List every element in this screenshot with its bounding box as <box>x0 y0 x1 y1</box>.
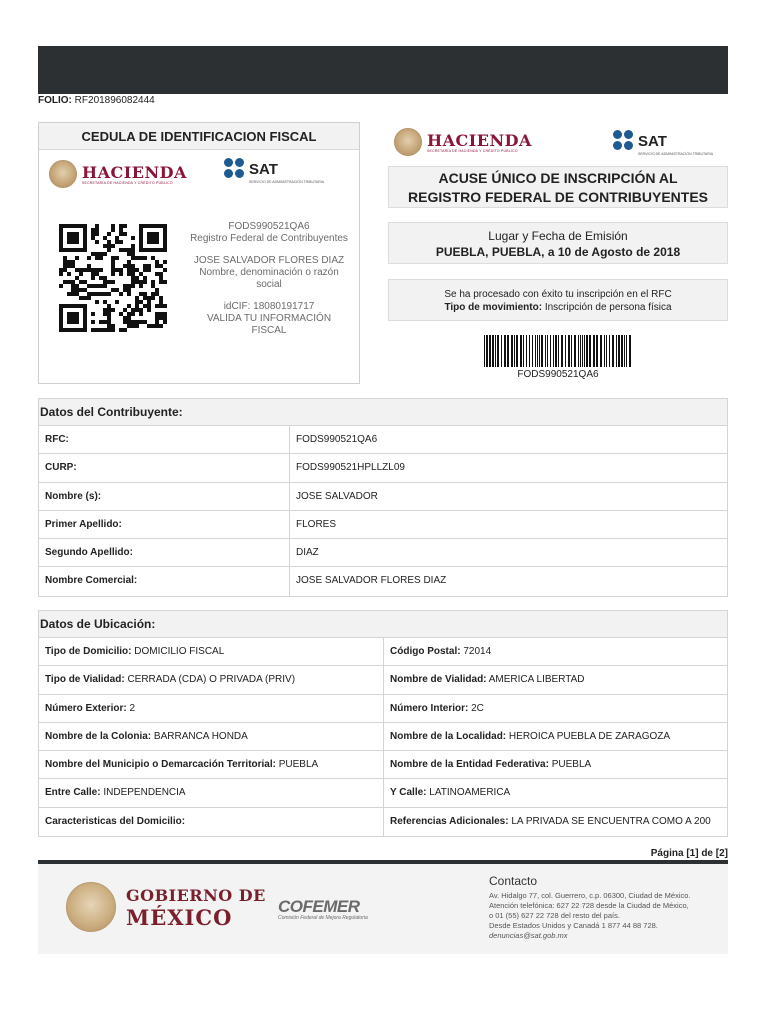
sat-logo <box>224 158 324 184</box>
barcode-icon <box>484 335 632 371</box>
field-value: FLORES <box>296 518 337 530</box>
field-cell <box>39 808 384 836</box>
table-row <box>39 454 727 482</box>
field-value: LA PRIVADA SE ENCUENTRA COMO A 200 <box>511 815 711 827</box>
sat-dots-icon <box>224 158 246 180</box>
field-label: Nombre (s): <box>39 483 290 510</box>
sat-word: SAT <box>249 160 278 178</box>
field-cell <box>39 666 384 693</box>
contacto-block <box>489 874 724 941</box>
gobierno-logo <box>66 882 266 932</box>
table-row <box>39 779 727 807</box>
field-label: Tipo de Domicilio: <box>45 646 132 657</box>
field-cell <box>39 779 384 806</box>
procesado-text: Se ha procesado con éxito tu inscripción en el RFC <box>444 289 672 300</box>
field-label: Y Calle: <box>390 787 427 799</box>
field-label: Nombre de la Localidad: <box>390 730 507 742</box>
acuse-title <box>388 166 728 208</box>
contribuyente-title: Datos del Contribuyente: <box>39 399 727 426</box>
field-label: Nombre de Vialidad: <box>390 674 487 686</box>
cofemer-word: COFEMER <box>278 897 360 916</box>
field-label: Número Interior: <box>390 702 469 714</box>
qr-code-icon <box>59 223 167 333</box>
cedula-title: CEDULA DE IDENTIFICACION FISCAL <box>39 123 359 150</box>
field-label: Referencias Adicionales: <box>390 815 509 827</box>
header-bar <box>38 46 728 94</box>
field-label: Código Postal: <box>390 646 461 657</box>
folio <box>38 95 155 106</box>
lugar-fecha-box <box>388 222 728 264</box>
table-row <box>39 511 727 539</box>
sat-dots-icon <box>613 130 635 152</box>
field-cell <box>39 723 384 750</box>
field-value: JOSE SALVADOR FLORES DIAZ <box>296 575 447 587</box>
seal-icon <box>394 128 422 156</box>
ubicacion-section <box>38 610 728 837</box>
cedula-logos <box>39 150 359 200</box>
seal-icon <box>49 160 77 188</box>
hacienda-word: HACIENDA <box>427 130 532 150</box>
hacienda-logo <box>49 160 187 188</box>
contacto-title: Contacto <box>489 874 538 888</box>
field-label: Caracteristicas del Domicilio: <box>45 815 186 827</box>
field-label: Entre Calle: <box>45 787 101 799</box>
field-label: Nombre Comercial: <box>39 567 290 595</box>
sat-sub: SERVICIO DE ADMINISTRACIÓN TRIBUTARIA <box>249 180 325 184</box>
movimiento-label: Tipo de movimiento: <box>444 302 543 313</box>
field-label: Primer Apellido: <box>39 511 290 538</box>
field-cell <box>384 638 727 665</box>
field-cell <box>39 751 384 778</box>
table-row <box>39 426 727 454</box>
field-label: RFC: <box>39 426 290 453</box>
procesado-box <box>388 279 728 321</box>
field-label: Nombre del Municipio o Demarcación Territorial: <box>45 759 276 771</box>
field-value: PUEBLA <box>278 759 319 771</box>
field-value: FODS990521QA6 <box>296 434 378 445</box>
lugar-value: PUEBLA, PUEBLA, a 10 de Agosto de 2018 <box>435 245 681 259</box>
table-row <box>39 483 727 511</box>
sat-sub: SERVICIO DE ADMINISTRACIÓN TRIBUTARIA <box>638 152 714 156</box>
cedula-rfc: FODS990521QA6 <box>228 221 310 232</box>
field-label: Tipo de Vialidad: <box>45 674 125 686</box>
field-cell <box>384 666 727 693</box>
table-row <box>39 638 727 666</box>
gobierno-line1: GOBIERNO DE <box>126 886 266 905</box>
contacto-line: o 01 (55) 627 22 728 del resto del país. <box>489 911 620 920</box>
acuse-title-line2: REGISTRO FEDERAL DE CONTRIBUYENTES <box>408 189 708 205</box>
hacienda-logo <box>394 128 532 156</box>
field-label: Número Exterior: <box>45 702 127 714</box>
table-row <box>39 539 727 567</box>
field-value: LATINOAMERICA <box>429 787 511 799</box>
contacto-email: denuncias@sat.gob.mx <box>489 931 568 940</box>
field-value: BARRANCA HONDA <box>153 730 248 742</box>
field-value: CERRADA (CDA) O PRIVADA (PRIV) <box>127 674 296 686</box>
cedula-idcif: idCIF: 18080191717 <box>223 301 315 312</box>
field-label: Nombre de la Entidad Federativa: <box>390 759 549 771</box>
cofemer-logo <box>278 898 368 921</box>
page-number: Página [1] de [2] <box>650 848 728 859</box>
field-label: Nombre de la Colonia: <box>45 730 152 742</box>
field-cell <box>384 808 727 836</box>
table-row <box>39 723 727 751</box>
hacienda-sub: SECRETARÍA DE HACIENDA Y CRÉDITO PÚBLICO <box>82 180 173 185</box>
cedula-name: JOSE SALVADOR FLORES DIAZ <box>193 255 345 266</box>
field-value: DIAZ <box>296 547 319 559</box>
field-value: AMERICA LIBERTAD <box>488 674 585 686</box>
cedula-name-caption: Nombre, denominación o razón social <box>199 267 339 290</box>
field-value: FODS990521HPLLZL09 <box>296 462 405 474</box>
field-value: HEROICA PUEBLA DE ZARAGOZA <box>508 730 671 742</box>
lugar-label: Lugar y Fecha de Emisión <box>488 229 628 243</box>
cedula-card <box>38 122 360 384</box>
cedula-rfc-caption: Registro Federal de Contribuyentes <box>190 233 348 244</box>
field-cell <box>384 723 727 750</box>
ubicacion-title: Datos de Ubicación: <box>39 611 727 638</box>
field-value: 72014 <box>463 646 492 657</box>
acuse-logos <box>388 124 728 166</box>
movimiento-value: Inscripción de persona física <box>544 302 672 313</box>
folio-value: RF201896082444 <box>74 95 155 106</box>
field-cell <box>39 695 384 722</box>
contacto-line: Desde Estados Unidos y Canadá 1 877 44 88 728. <box>489 921 658 930</box>
field-value: PUEBLA <box>551 759 592 771</box>
contacto-line: Av. Hidalgo 77, col. Guerrero, c.p. 06300, Ciudad de México. <box>489 891 691 900</box>
table-row <box>39 695 727 723</box>
field-label: CURP: <box>39 454 290 481</box>
sat-logo <box>613 130 713 156</box>
table-row <box>39 808 727 836</box>
cofemer-sub: Comisión Federal de Mejora Regulatoria <box>278 915 368 921</box>
field-value: 2 <box>129 702 136 714</box>
hacienda-sub: SECRETARÍA DE HACIENDA Y CRÉDITO PÚBLICO <box>427 148 518 153</box>
field-cell <box>384 695 727 722</box>
gobierno-line2: MÉXICO <box>126 905 233 930</box>
barcode-text: FODS990521QA6 <box>517 369 599 380</box>
field-label: Segundo Apellido: <box>39 539 290 566</box>
table-row <box>39 567 727 595</box>
table-row <box>39 666 727 694</box>
footer <box>38 864 728 954</box>
contribuyente-section <box>38 398 728 597</box>
table-row <box>39 751 727 779</box>
hacienda-word: HACIENDA <box>82 162 187 182</box>
field-cell <box>39 638 384 665</box>
cedula-valida: VALIDA TU INFORMACIÓN FISCAL <box>206 313 332 336</box>
contacto-line: Atención telefónica: 627 22 728 desde la Ciudad de México, <box>489 901 689 910</box>
field-cell <box>384 779 727 806</box>
field-value: 2C <box>471 702 484 714</box>
acuse-title-line1: ACUSE ÚNICO DE INSCRIPCIÓN AL <box>438 170 678 186</box>
field-value: DOMICILIO FISCAL <box>134 646 225 657</box>
field-value: JOSE SALVADOR <box>296 490 378 502</box>
sat-word: SAT <box>638 132 667 150</box>
national-seal-icon <box>66 882 116 932</box>
folio-label: FOLIO: <box>38 95 72 106</box>
field-value: INDEPENDENCIA <box>103 787 186 799</box>
cedula-info <box>189 221 349 337</box>
field-cell <box>384 751 727 778</box>
